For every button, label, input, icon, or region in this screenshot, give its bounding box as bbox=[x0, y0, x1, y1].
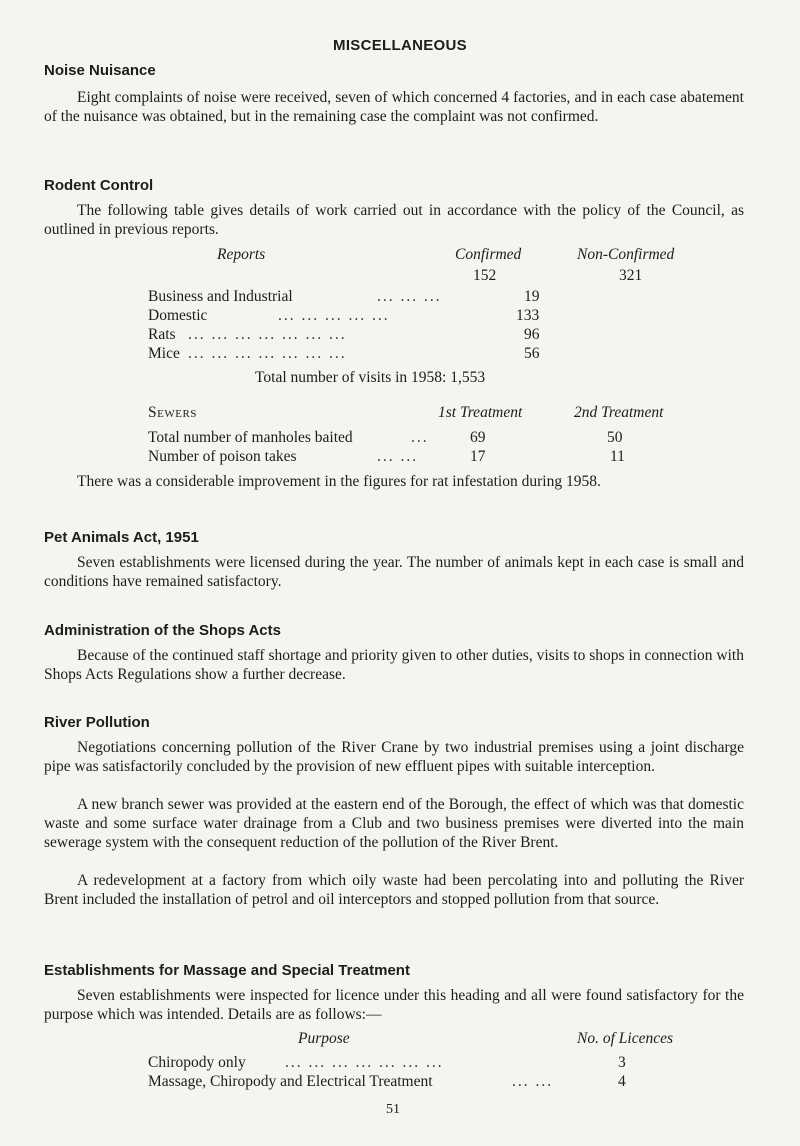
page-number: 51 bbox=[386, 1102, 400, 1117]
river-paragraph-3: A redevelopment at a factory from which oily waste had been percolating into and polluting the River Brent included the installation of petrol and oil interceptors and stopped pollution from that source. bbox=[44, 872, 744, 908]
col-non-confirmed: Non-Confirmed bbox=[577, 246, 675, 263]
pet-heading: Pet Animals Act, 1951 bbox=[44, 529, 199, 546]
table-cell-first: 17 bbox=[470, 448, 486, 465]
table-row-value: 56 bbox=[524, 345, 540, 362]
sewers-label: Sewers bbox=[148, 404, 197, 421]
massage-paragraph: Seven establishments were inspected for licence under this heading and all were found satisfactory for the purpose which was intended. Details are as follows:— bbox=[44, 987, 744, 1023]
page-title: MISCELLANEOUS bbox=[333, 37, 467, 54]
leader-dots: ... ... bbox=[512, 1073, 554, 1090]
shops-paragraph: Because of the continued staff shortage and priority given to other duties, visits to shops in connection with Shops Acts Regulations show a further decrease. bbox=[44, 647, 744, 683]
table-row-value: 4 bbox=[618, 1073, 626, 1090]
table-row-value: 96 bbox=[524, 326, 540, 343]
pet-paragraph: Seven establishments were licensed during the year. The number of animals kept in each case is small and conditions have remained satisfactory. bbox=[44, 554, 744, 590]
col-first-treatment: 1st Treatment bbox=[438, 404, 523, 421]
table-cell-second: 50 bbox=[607, 429, 623, 446]
table-row-value: 3 bbox=[618, 1054, 626, 1071]
leader-dots: ... ... ... ... ... ... ... bbox=[188, 345, 347, 362]
rodent-paragraph: The following table gives details of work carried out in accordance with the policy of the Council, as outlined in previous reports. bbox=[44, 202, 744, 238]
visits-total: Total number of visits in 1958: 1,553 bbox=[255, 369, 486, 386]
col-reports: Reports bbox=[217, 246, 266, 263]
col-purpose: Purpose bbox=[298, 1030, 350, 1047]
table-row-label: Total number of manholes baited bbox=[148, 429, 353, 446]
leader-dots: ... ... bbox=[377, 448, 419, 465]
river-paragraph-1: Negotiations concerning pollution of the River Crane by two industrial premises using a joint discharge pipe was satisfactorily concluded by the provision of new effluent pipes with suitable interception. bbox=[44, 739, 744, 775]
table-row-label: Business and Industrial bbox=[148, 288, 293, 305]
table-row-label: Rats bbox=[148, 326, 176, 343]
table-row-label: Chiropody only bbox=[148, 1054, 246, 1071]
table-row-value: 133 bbox=[516, 307, 540, 324]
col-licences: No. of Licences bbox=[577, 1030, 673, 1047]
noise-paragraph: Eight complaints of noise were received, seven of which concerned 4 factories, and in each case abatement of the nuisance was obtained, but in the remaining case the complaint was not confirmed. bbox=[44, 89, 744, 125]
col-second-treatment: 2nd Treatment bbox=[574, 404, 664, 421]
table-cell-second: 11 bbox=[610, 448, 625, 465]
non-confirmed-total: 321 bbox=[619, 267, 643, 284]
leader-dots: ... ... ... ... ... ... ... bbox=[285, 1054, 444, 1071]
rodent-heading: Rodent Control bbox=[44, 177, 154, 194]
leader-dots: ... bbox=[411, 429, 429, 446]
massage-heading: Establishments for Massage and Special Treatment bbox=[44, 962, 410, 979]
table-row-label: Domestic bbox=[148, 307, 208, 324]
river-paragraph-2: A new branch sewer was provided at the eastern end of the Borough, the effect of which was that domestic waste and some surface water drainage from a Club and two business premises were diverted into the main sewerage system with the consequent reduction of the pollution of the River Brent. bbox=[44, 796, 744, 851]
table-row-label: Number of poison takes bbox=[148, 448, 297, 465]
confirmed-total: 152 bbox=[473, 267, 497, 284]
table-row-label: Mice bbox=[148, 345, 180, 362]
shops-heading: Administration of the Shops Acts bbox=[44, 622, 281, 639]
noise-heading: Noise Nuisance bbox=[44, 62, 156, 79]
col-confirmed: Confirmed bbox=[455, 246, 522, 263]
river-heading: River Pollution bbox=[44, 714, 150, 731]
leader-dots: ... ... ... ... ... ... ... bbox=[188, 326, 347, 343]
leader-dots: ... ... ... bbox=[377, 288, 442, 305]
improvement-text: There was a considerable improvement in the figures for rat infestation during 1958. bbox=[77, 473, 601, 490]
table-row-value: 19 bbox=[524, 288, 540, 305]
table-row-label: Massage, Chiropody and Electrical Treatment bbox=[148, 1073, 433, 1090]
table-cell-first: 69 bbox=[470, 429, 486, 446]
leader-dots: ... ... ... ... ... bbox=[278, 307, 390, 324]
